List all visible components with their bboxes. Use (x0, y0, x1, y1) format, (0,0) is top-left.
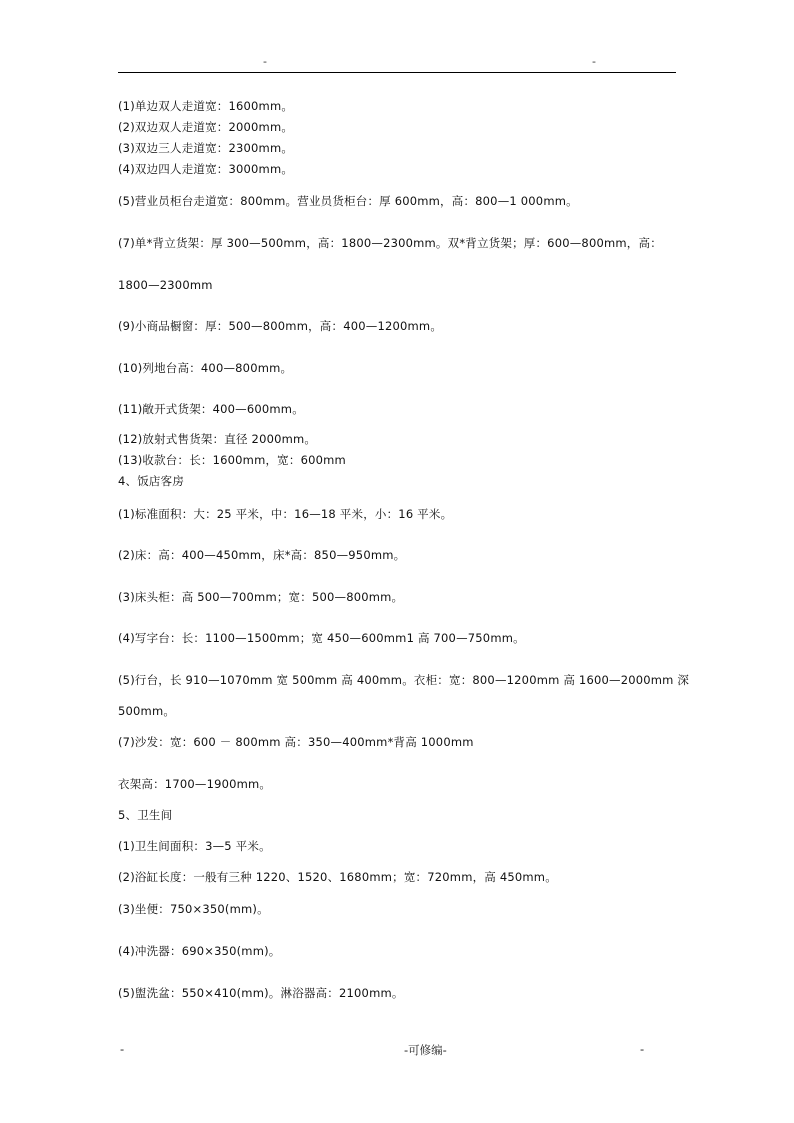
header-left-mark: - (263, 55, 267, 68)
text-line: 1800—2300mm (118, 278, 213, 292)
text-line: (4)冲洗器：690×350(mm)。 (118, 944, 281, 958)
text-line: (11)敞开式货架：400—600mm。 (118, 402, 304, 416)
text-line: (5)营业员柜台走道宽：800mm。营业员货柜台：厚 600mm，高：800—1 000mm。 (118, 194, 578, 208)
section-heading: 4、饭店客房 (118, 474, 185, 488)
text-line: (2)床：高：400—450mm，床*高：850—950mm。 (118, 548, 406, 562)
text-line: 500mm。 (118, 704, 176, 718)
text-line: (3)床头柜：高 500—700mm；宽：500—800mm。 (118, 590, 404, 604)
text-line: (7)单*背立货架：厚 300—500mm，高：1800—2300mm。双*背立货架；厚：600—800mm，高： (118, 236, 662, 250)
text-line: (2)双边双人走道宽：2000mm。 (118, 120, 294, 134)
text-line: (5)行台，长 910—1070mm 宽 500mm 高 400mm。衣柜：宽：800—1200mm 高 1600—2000mm 深 (118, 673, 690, 687)
text-line: (12)放射式售货架：直径 2000mm。 (118, 432, 317, 446)
text-line: (4)双边四人走道宽：3000mm。 (118, 162, 294, 176)
header-rule (118, 72, 676, 73)
text-line: (5)盥洗盆：550×410(mm)。淋浴器高：2100mm。 (118, 986, 404, 1000)
text-line: (1)标准面积：大：25 平米，中：16—18 平米，小：16 平米。 (118, 507, 453, 521)
text-line: (2)浴缸长度：一般有三种 1220、1520、1680mm；宽：720mm，高 450mm。 (118, 870, 557, 884)
header-right-mark: - (592, 55, 596, 68)
text-line: (1)单边双人走道宽：1600mm。 (118, 99, 294, 113)
text-line: (10)列地台高：400—800mm。 (118, 361, 293, 375)
section-heading: 5、卫生间 (118, 808, 173, 822)
text-line: (3)双边三人走道宽：2300mm。 (118, 141, 294, 155)
footer-center-text: -可修编- (404, 1043, 447, 1057)
text-line: (13)收款台：长：1600mm，宽：600mm (118, 453, 346, 467)
text-line: (9)小商品橱窗：厚：500—800mm，高：400—1200mm。 (118, 319, 443, 333)
text-line: 衣架高：1700—1900mm。 (118, 777, 272, 791)
footer-left-mark: - (120, 1042, 125, 1056)
text-line: (1)卫生间面积：3—5 平米。 (118, 839, 271, 853)
text-line: (7)沙发：宽：600 － 800mm 高：350—400mm*背高 1000mm (118, 735, 474, 749)
footer-right-mark: - (640, 1042, 645, 1056)
text-line: (4)写字台：长：1100—1500mm；宽 450—600mm1 高 700—750mm。 (118, 631, 525, 645)
text-line: (3)坐便：750×350(mm)。 (118, 902, 269, 916)
